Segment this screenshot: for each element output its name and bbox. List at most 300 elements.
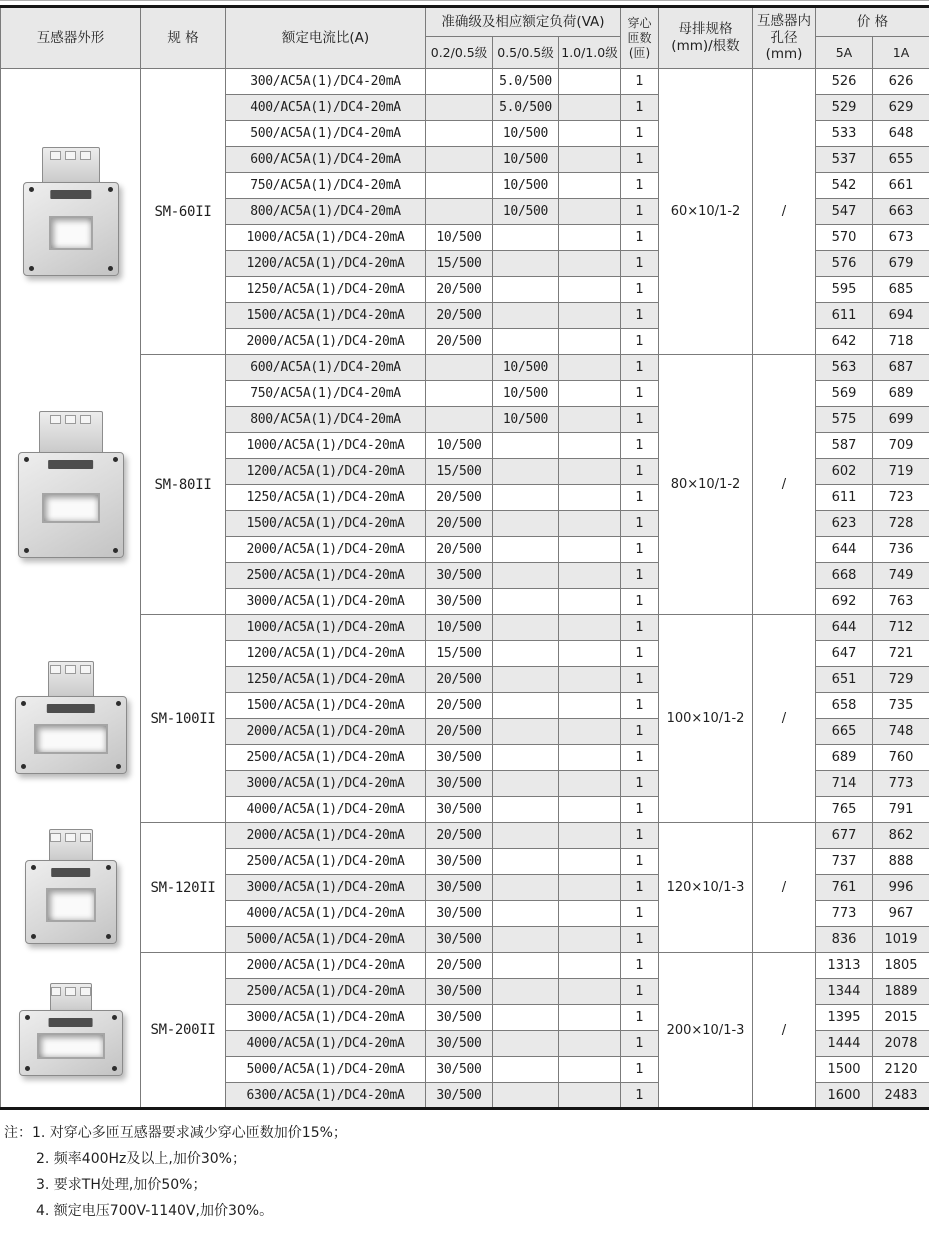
price-5a-cell: 623: [816, 511, 873, 537]
turns-cell: 1: [621, 979, 659, 1005]
price-5a-cell: 737: [816, 849, 873, 875]
terminal: [80, 415, 91, 424]
accuracy-02-cell: 10/500: [426, 433, 493, 459]
busbar-window: [46, 888, 96, 922]
figure-column-cell: [1, 69, 141, 1109]
turns-cell: 1: [621, 485, 659, 511]
accuracy-10-cell: [559, 875, 621, 901]
turns-cell: 1: [621, 95, 659, 121]
product-photo-sm-100ii: [1, 614, 140, 822]
ratio-cell: 1000/AC5A(1)/DC4-20mA: [226, 433, 426, 459]
terminal: [80, 151, 91, 160]
screw: [108, 266, 113, 271]
header-acc-05: 0.5/0.5级: [493, 37, 559, 69]
hole-cell: /: [753, 823, 816, 953]
accuracy-10-cell: [559, 1005, 621, 1031]
ratio-cell: 2000/AC5A(1)/DC4-20mA: [226, 537, 426, 563]
price-5a-cell: 1395: [816, 1005, 873, 1031]
price-1a-cell: 673: [873, 225, 929, 251]
screw: [21, 764, 26, 769]
transformer-body: [25, 860, 117, 944]
accuracy-02-cell: 30/500: [426, 849, 493, 875]
busbar-cell: 200×10/1-3: [659, 953, 753, 1109]
ratio-cell: 1500/AC5A(1)/DC4-20mA: [226, 693, 426, 719]
price-1a-cell: 648: [873, 121, 929, 147]
terminal: [65, 665, 76, 674]
accuracy-02-cell: 30/500: [426, 771, 493, 797]
accuracy-05-cell: [493, 979, 559, 1005]
header-acc-02: 0.2/0.5级: [426, 37, 493, 69]
accuracy-02-cell: 30/500: [426, 563, 493, 589]
accuracy-10-cell: [559, 641, 621, 667]
ratio-cell: 300/AC5A(1)/DC4-20mA: [226, 69, 426, 95]
terminal: [80, 833, 91, 842]
header-price-1a: 1A: [873, 37, 929, 69]
ratio-cell: 800/AC5A(1)/DC4-20mA: [226, 199, 426, 225]
accuracy-10-cell: [559, 329, 621, 355]
current-transformer-figure: [18, 411, 124, 558]
transformer-body: [18, 452, 124, 558]
accuracy-10-cell: [559, 979, 621, 1005]
terminal-block: [39, 411, 103, 457]
turns-cell: 1: [621, 537, 659, 563]
price-1a-cell: 729: [873, 667, 929, 693]
footnote-line: 2. 频率400Hz及以上,加价30%；: [36, 1146, 925, 1172]
price-5a-cell: 533: [816, 121, 873, 147]
ratio-cell: 1250/AC5A(1)/DC4-20mA: [226, 485, 426, 511]
table-row: [1, 69, 929, 95]
price-1a-cell: 689: [873, 381, 929, 407]
ratio-cell: 4000/AC5A(1)/DC4-20mA: [226, 1031, 426, 1057]
accuracy-10-cell: [559, 407, 621, 433]
ratio-cell: 6300/AC5A(1)/DC4-20mA: [226, 1083, 426, 1109]
price-1a-cell: 723: [873, 485, 929, 511]
top-rule: [0, 0, 929, 1]
accuracy-05-cell: 10/500: [493, 121, 559, 147]
accuracy-02-cell: [426, 381, 493, 407]
turns-cell: 1: [621, 667, 659, 693]
accuracy-02-cell: 30/500: [426, 1031, 493, 1057]
accuracy-02-cell: [426, 355, 493, 381]
ratio-cell: 1200/AC5A(1)/DC4-20mA: [226, 459, 426, 485]
hole-cell: /: [753, 615, 816, 823]
terminal: [65, 833, 76, 842]
screw: [31, 865, 36, 870]
accuracy-10-cell: [559, 511, 621, 537]
transformer-body: [23, 182, 119, 276]
accuracy-10-cell: [559, 719, 621, 745]
turns-cell: 1: [621, 1057, 659, 1083]
turns-cell: 1: [621, 433, 659, 459]
accuracy-02-cell: 20/500: [426, 693, 493, 719]
product-photo-sm-80ii: [1, 354, 140, 614]
price-5a-cell: 595: [816, 277, 873, 303]
price-5a-cell: 1344: [816, 979, 873, 1005]
accuracy-10-cell: [559, 381, 621, 407]
accuracy-02-cell: 15/500: [426, 251, 493, 277]
price-1a-cell: 728: [873, 511, 929, 537]
ratio-cell: 2500/AC5A(1)/DC4-20mA: [226, 563, 426, 589]
accuracy-05-cell: [493, 537, 559, 563]
ratio-cell: 2000/AC5A(1)/DC4-20mA: [226, 329, 426, 355]
ratio-cell: 2000/AC5A(1)/DC4-20mA: [226, 953, 426, 979]
accuracy-05-cell: [493, 563, 559, 589]
screw: [31, 934, 36, 939]
spec-cell: SM-200II: [141, 953, 226, 1109]
price-1a-cell: 629: [873, 95, 929, 121]
screw: [29, 266, 34, 271]
screw: [113, 457, 118, 462]
accuracy-05-cell: [493, 251, 559, 277]
accuracy-10-cell: [559, 615, 621, 641]
turns-cell: 1: [621, 901, 659, 927]
turns-cell: 1: [621, 459, 659, 485]
ratio-cell: 4000/AC5A(1)/DC4-20mA: [226, 901, 426, 927]
screw: [24, 457, 29, 462]
turns-cell: 1: [621, 511, 659, 537]
accuracy-02-cell: 20/500: [426, 511, 493, 537]
accuracy-10-cell: [559, 1057, 621, 1083]
busbar-window: [42, 493, 100, 523]
price-5a-cell: 1600: [816, 1083, 873, 1109]
terminal: [80, 987, 91, 996]
accuracy-02-cell: [426, 147, 493, 173]
header-price-5a: 5A: [816, 37, 873, 69]
price-5a-cell: 587: [816, 433, 873, 459]
accuracy-02-cell: 20/500: [426, 823, 493, 849]
turns-cell: 1: [621, 771, 659, 797]
accuracy-10-cell: [559, 459, 621, 485]
accuracy-10-cell: [559, 277, 621, 303]
price-5a-cell: 677: [816, 823, 873, 849]
transformer-body: [19, 1010, 123, 1076]
accuracy-10-cell: [559, 433, 621, 459]
accuracy-10-cell: [559, 693, 621, 719]
header-accuracy-group: 准确级及相应额定负荷(VA): [426, 7, 621, 37]
price-1a-cell: 709: [873, 433, 929, 459]
price-1a-cell: 996: [873, 875, 929, 901]
turns-cell: 1: [621, 953, 659, 979]
price-5a-cell: 689: [816, 745, 873, 771]
accuracy-02-cell: 30/500: [426, 797, 493, 823]
turns-cell: 1: [621, 1031, 659, 1057]
spec-cell: SM-60II: [141, 69, 226, 355]
price-5a-cell: 611: [816, 485, 873, 511]
price-1a-cell: 888: [873, 849, 929, 875]
accuracy-02-cell: 20/500: [426, 329, 493, 355]
turns-cell: 1: [621, 927, 659, 953]
accuracy-10-cell: [559, 303, 621, 329]
screw: [25, 1015, 30, 1020]
price-5a-cell: 692: [816, 589, 873, 615]
screw: [25, 1066, 30, 1071]
ratio-cell: 1200/AC5A(1)/DC4-20mA: [226, 251, 426, 277]
price-5a-cell: 526: [816, 69, 873, 95]
screw: [112, 1015, 117, 1020]
price-5a-cell: 537: [816, 147, 873, 173]
header-appearance: 互感器外形: [1, 7, 141, 69]
accuracy-02-cell: 15/500: [426, 459, 493, 485]
screw: [106, 934, 111, 939]
accuracy-02-cell: 10/500: [426, 225, 493, 251]
accuracy-10-cell: [559, 901, 621, 927]
turns-cell: 1: [621, 355, 659, 381]
price-1a-cell: 2015: [873, 1005, 929, 1031]
turns-cell: 1: [621, 875, 659, 901]
accuracy-05-cell: [493, 511, 559, 537]
accuracy-02-cell: [426, 199, 493, 225]
price-1a-cell: 2078: [873, 1031, 929, 1057]
accuracy-05-cell: [493, 771, 559, 797]
accuracy-05-cell: [493, 459, 559, 485]
header-ratio: 额定电流比(A): [226, 7, 426, 69]
turns-cell: 1: [621, 303, 659, 329]
accuracy-02-cell: 30/500: [426, 589, 493, 615]
price-1a-cell: 687: [873, 355, 929, 381]
accuracy-05-cell: 10/500: [493, 173, 559, 199]
spec-cell: SM-120II: [141, 823, 226, 953]
accuracy-02-cell: [426, 95, 493, 121]
turns-cell: 1: [621, 277, 659, 303]
turns-cell: 1: [621, 121, 659, 147]
price-1a-cell: 1889: [873, 979, 929, 1005]
price-1a-cell: 712: [873, 615, 929, 641]
turns-cell: 1: [621, 563, 659, 589]
accuracy-02-cell: [426, 173, 493, 199]
accuracy-05-cell: 10/500: [493, 199, 559, 225]
accuracy-05-cell: [493, 433, 559, 459]
price-1a-cell: 663: [873, 199, 929, 225]
accuracy-02-cell: [426, 69, 493, 95]
transformer-spec-table: [0, 5, 929, 1110]
accuracy-05-cell: [493, 1083, 559, 1109]
accuracy-10-cell: [559, 589, 621, 615]
terminal: [65, 415, 76, 424]
turns-cell: 1: [621, 381, 659, 407]
ratio-cell: 2500/AC5A(1)/DC4-20mA: [226, 745, 426, 771]
turns-cell: 1: [621, 251, 659, 277]
ratio-cell: 3000/AC5A(1)/DC4-20mA: [226, 875, 426, 901]
figure-column: [1, 69, 140, 1107]
price-1a-cell: 791: [873, 797, 929, 823]
turns-cell: 1: [621, 641, 659, 667]
turns-cell: 1: [621, 745, 659, 771]
price-5a-cell: 547: [816, 199, 873, 225]
accuracy-05-cell: [493, 719, 559, 745]
price-1a-cell: 655: [873, 147, 929, 173]
accuracy-02-cell: 20/500: [426, 277, 493, 303]
price-1a-cell: 763: [873, 589, 929, 615]
footnotes: [4, 1120, 925, 1224]
turns-cell: 1: [621, 199, 659, 225]
accuracy-05-cell: [493, 615, 559, 641]
accuracy-05-cell: 10/500: [493, 381, 559, 407]
price-5a-cell: 651: [816, 667, 873, 693]
turns-cell: 1: [621, 719, 659, 745]
accuracy-05-cell: [493, 303, 559, 329]
accuracy-05-cell: [493, 953, 559, 979]
header-hole: 互感器内孔径(mm): [753, 7, 816, 69]
price-5a-cell: 668: [816, 563, 873, 589]
accuracy-10-cell: [559, 147, 621, 173]
ratio-cell: 3000/AC5A(1)/DC4-20mA: [226, 771, 426, 797]
current-transformer-figure: [25, 829, 117, 944]
screw: [29, 187, 34, 192]
accuracy-10-cell: [559, 69, 621, 95]
screw: [116, 764, 121, 769]
header-turns: 穿心匝数(匝): [621, 7, 659, 69]
ratio-cell: 5000/AC5A(1)/DC4-20mA: [226, 927, 426, 953]
ratio-cell: 1000/AC5A(1)/DC4-20mA: [226, 225, 426, 251]
accuracy-10-cell: [559, 355, 621, 381]
ratio-cell: 750/AC5A(1)/DC4-20mA: [226, 173, 426, 199]
accuracy-05-cell: [493, 277, 559, 303]
accuracy-05-cell: [493, 329, 559, 355]
hole-cell: /: [753, 953, 816, 1109]
ratio-cell: 3000/AC5A(1)/DC4-20mA: [226, 589, 426, 615]
ratio-cell: 750/AC5A(1)/DC4-20mA: [226, 381, 426, 407]
accuracy-10-cell: [559, 849, 621, 875]
price-5a-cell: 658: [816, 693, 873, 719]
price-5a-cell: 570: [816, 225, 873, 251]
accuracy-02-cell: 20/500: [426, 667, 493, 693]
turns-cell: 1: [621, 589, 659, 615]
turns-cell: 1: [621, 615, 659, 641]
price-5a-cell: 765: [816, 797, 873, 823]
accuracy-02-cell: 20/500: [426, 719, 493, 745]
notes-label: 注：: [4, 1125, 32, 1141]
ratio-cell: 400/AC5A(1)/DC4-20mA: [226, 95, 426, 121]
price-1a-cell: 685: [873, 277, 929, 303]
accuracy-02-cell: 30/500: [426, 745, 493, 771]
accuracy-10-cell: [559, 797, 621, 823]
ratio-cell: 1500/AC5A(1)/DC4-20mA: [226, 303, 426, 329]
accuracy-10-cell: [559, 199, 621, 225]
ratio-cell: 600/AC5A(1)/DC4-20mA: [226, 147, 426, 173]
price-1a-cell: 661: [873, 173, 929, 199]
terminal-block: [42, 147, 100, 187]
accuracy-02-cell: 15/500: [426, 641, 493, 667]
accuracy-10-cell: [559, 823, 621, 849]
price-5a-cell: 644: [816, 537, 873, 563]
price-5a-cell: 575: [816, 407, 873, 433]
current-transformer-figure: [19, 983, 123, 1076]
accuracy-05-cell: [493, 1057, 559, 1083]
ratio-cell: 1250/AC5A(1)/DC4-20mA: [226, 667, 426, 693]
accuracy-02-cell: 20/500: [426, 537, 493, 563]
spec-cell: SM-100II: [141, 615, 226, 823]
price-5a-cell: 542: [816, 173, 873, 199]
busbar-cell: 80×10/1-2: [659, 355, 753, 615]
accuracy-05-cell: [493, 797, 559, 823]
price-5a-cell: 576: [816, 251, 873, 277]
accuracy-10-cell: [559, 745, 621, 771]
current-transformer-figure: [23, 147, 119, 276]
nameplate-label: [46, 704, 94, 713]
terminal: [50, 415, 61, 424]
accuracy-05-cell: [493, 225, 559, 251]
price-1a-cell: 694: [873, 303, 929, 329]
terminal: [50, 665, 61, 674]
ratio-cell: 500/AC5A(1)/DC4-20mA: [226, 121, 426, 147]
price-5a-cell: 563: [816, 355, 873, 381]
header-busbar: 母排规格(mm)/根数: [659, 7, 753, 69]
price-5a-cell: 642: [816, 329, 873, 355]
accuracy-02-cell: 30/500: [426, 1057, 493, 1083]
ratio-cell: 1500/AC5A(1)/DC4-20mA: [226, 511, 426, 537]
accuracy-10-cell: [559, 537, 621, 563]
accuracy-02-cell: [426, 121, 493, 147]
turns-cell: 1: [621, 1005, 659, 1031]
price-1a-cell: 626: [873, 69, 929, 95]
accuracy-05-cell: [493, 875, 559, 901]
accuracy-05-cell: [493, 927, 559, 953]
table-body: [1, 69, 929, 1109]
accuracy-10-cell: [559, 225, 621, 251]
screw: [106, 865, 111, 870]
accuracy-05-cell: [493, 1005, 559, 1031]
accuracy-10-cell: [559, 563, 621, 589]
accuracy-02-cell: 30/500: [426, 1005, 493, 1031]
accuracy-02-cell: 20/500: [426, 485, 493, 511]
terminal: [65, 987, 76, 996]
ratio-cell: 1250/AC5A(1)/DC4-20mA: [226, 277, 426, 303]
accuracy-10-cell: [559, 927, 621, 953]
turns-cell: 1: [621, 407, 659, 433]
price-1a-cell: 773: [873, 771, 929, 797]
price-1a-cell: 735: [873, 693, 929, 719]
accuracy-10-cell: [559, 173, 621, 199]
footnote-line: [4, 1120, 925, 1146]
accuracy-05-cell: [493, 589, 559, 615]
screw: [112, 1066, 117, 1071]
turns-cell: 1: [621, 225, 659, 251]
screw: [116, 701, 121, 706]
accuracy-10-cell: [559, 1031, 621, 1057]
turns-cell: 1: [621, 329, 659, 355]
price-1a-cell: 2120: [873, 1057, 929, 1083]
product-photo-sm-60ii: [1, 69, 140, 354]
product-photo-sm-120ii: [1, 822, 140, 952]
price-5a-cell: 569: [816, 381, 873, 407]
accuracy-10-cell: [559, 1083, 621, 1109]
ratio-cell: 1200/AC5A(1)/DC4-20mA: [226, 641, 426, 667]
header-spec: 规 格: [141, 7, 226, 69]
accuracy-02-cell: 20/500: [426, 953, 493, 979]
accuracy-05-cell: [493, 485, 559, 511]
price-1a-cell: 679: [873, 251, 929, 277]
nameplate-label: [50, 190, 91, 199]
nameplate-label: [48, 1018, 93, 1027]
accuracy-10-cell: [559, 771, 621, 797]
turns-cell: 1: [621, 823, 659, 849]
accuracy-05-cell: [493, 901, 559, 927]
ratio-cell: 1000/AC5A(1)/DC4-20mA: [226, 615, 426, 641]
accuracy-05-cell: [493, 849, 559, 875]
accuracy-02-cell: 10/500: [426, 615, 493, 641]
price-5a-cell: 602: [816, 459, 873, 485]
header-price-group: 价 格: [816, 7, 929, 37]
accuracy-05-cell: 10/500: [493, 407, 559, 433]
screw: [24, 548, 29, 553]
accuracy-02-cell: 20/500: [426, 303, 493, 329]
ratio-cell: 4000/AC5A(1)/DC4-20mA: [226, 797, 426, 823]
screw: [108, 187, 113, 192]
busbar-cell: 120×10/1-3: [659, 823, 753, 953]
price-1a-cell: 862: [873, 823, 929, 849]
price-1a-cell: 749: [873, 563, 929, 589]
accuracy-05-cell: 10/500: [493, 147, 559, 173]
